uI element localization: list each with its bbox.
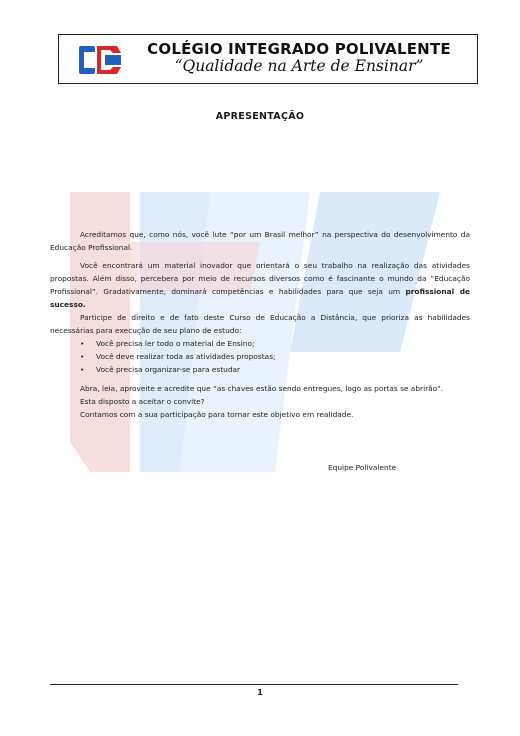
school-name: COLÉGIO INTEGRADO POLIVALENTE — [147, 40, 451, 58]
footer-divider — [50, 684, 458, 685]
bullet-icon: • — [80, 352, 85, 361]
list-item — [50, 350, 470, 363]
closing-line: Abra, leia, aproveite e acredite que “as chaves estão sendo entregues, logo as portas se abrirão”. — [80, 384, 444, 393]
list-item-text: Você precisa ler todo o material de Ensino; — [96, 339, 255, 348]
paragraph-2-bold: profissional de sucesso. — [50, 287, 470, 309]
list-item — [50, 337, 470, 350]
page-title: APRESENTAÇÃO — [215, 111, 305, 122]
bullet-icon: • — [80, 339, 85, 348]
document-body — [50, 228, 470, 421]
paragraph-2 — [50, 259, 470, 311]
closing-line: Esta disposto a aceitar o convite? — [80, 397, 205, 406]
paragraph-1: Acreditamos que, como nós, você lute “por um Brasil melhor” na perspectiva do desenvolvimento da Educação Profissional. — [50, 230, 470, 252]
school-logo-icon — [77, 43, 123, 77]
paragraph-3: Participe de direito e de fato deste Curso de Educação a Distância, que prioriza as habilidades necessárias para execução de seu plano de estudo: — [50, 313, 470, 335]
list-item — [50, 363, 470, 376]
list-item-text: Você deve realizar toda as atividades propostas; — [96, 352, 276, 361]
bullet-list — [50, 337, 470, 376]
closing-line: Contamos com a sua participação para tornar este objetivo em realidade. — [80, 410, 354, 419]
list-item-text: Você precisa organizar-se para estudar — [96, 365, 241, 374]
bullet-icon: • — [80, 365, 85, 374]
signature: Equipe Polivalente — [328, 463, 397, 472]
closing-section — [50, 382, 470, 421]
page-number: 1 — [257, 688, 263, 697]
school-motto: “Qualidade na Arte de Ensinar” — [174, 57, 424, 75]
header-box — [58, 34, 478, 84]
paragraph-2-text: Você encontrará um material inovador que orientará o seu trabalho na realização das atividades propostas. Além disso, percebera por meio de recursos diversos como é fascinante o mundo da “Educação Profissional”. Gradativamente, dominará competências e habilidades para que seja um — [50, 261, 470, 296]
